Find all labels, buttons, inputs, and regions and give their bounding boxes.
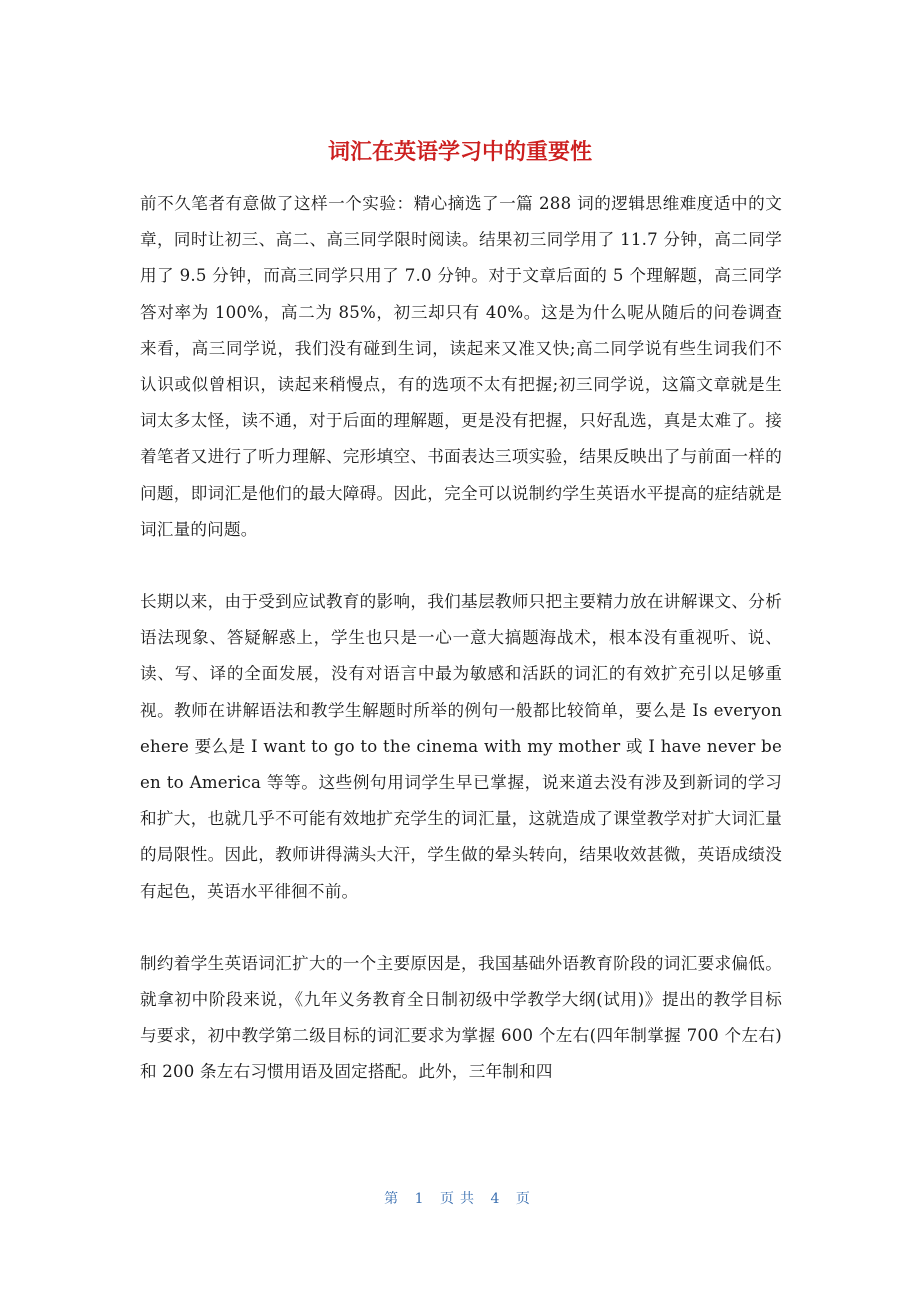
paragraph-2: 长期以来，由于受到应试教育的影响，我们基层教师只把主要精力放在讲解课文、分析语法现象、答疑解惑上，学生也只是一心一意大搞题海战术，根本没有重视听、说、读、写、译的全面发展，没有对语言中最为敏感和活跃的词汇的有效扩充引以足够重视。教师在讲解语法和教学生解题时所举的例句一般都比较简单，要么是 Is everyonehere 要么是 I want to go to the cinema with my mother 或 I have never been to America 等等。这些例句用词学生早已掌握，说来道去没有涉及到新词的学习和扩大，也就几乎不可能有效地扩充学生的词汇量，这就造成了课堂教学对扩大词汇量的局限性。因此，教师讲得满头大汗，学生做的晕头转向，结果收效甚微，英语成绩没有起色，英语水平徘徊不前。 [140, 592, 782, 901]
paragraph-3: 制约着学生英语词汇扩大的一个主要原因是，我国基础外语教育阶段的词汇要求偏低。就拿初中阶段来说，《九年义务教育全日制初级中学教学大纲(试用)》提出的教学目标与要求，初中教学第二级目标的词汇要求为掌握 600 个左右(四年制掌握 700 个左右)和 200 条左右习惯用语及固定搭配。此外，三年制和四 [140, 953, 782, 1082]
footer-suffix: 页 [515, 1191, 536, 1207]
footer-middle: 页共 [440, 1191, 480, 1207]
page-footer [0, 1188, 920, 1208]
footer-prefix: 第 [384, 1191, 405, 1207]
paragraph-1: 前不久笔者有意做了这样一个实验：精心摘选了一篇 288 词的逻辑思维难度适中的文章，同时让初三、高二、高三同学限时阅读。结果初三同学用了 11.7 分钟，高二同学用了 9.5 分钟，而高三同学只用了 7.0 分钟。对于文章后面的 5 个理解题，高三同学答对率为 100%，高二为 85%，初三却只有 40%。这是为什么呢从随后的问卷调查来看，高三同学说，我们没有碰到生词，读起来又准又快;高二同学说有些生词我们不认识或似曾相识，读起来稍慢点，有的选项不太有把握;初三同学说，这篇文章就是生词太多太怪，读不通，对于后面的理解题，更是没有把握，只好乱选，真是太难了。接着笔者又进行了听力理解、完形填空、书面表达三项实验，结果反映出了与前面一样的问题，即词汇是他们的最大障碍。因此，完全可以说制约学生英语水平提高的症结就是词汇量的问题。 [140, 194, 782, 539]
document-body [140, 186, 782, 1091]
footer-total-pages: 4 [490, 1191, 506, 1207]
document-title: 词汇在英语学习中的重要性 [327, 140, 592, 165]
footer-page-number: 1 [414, 1191, 430, 1207]
